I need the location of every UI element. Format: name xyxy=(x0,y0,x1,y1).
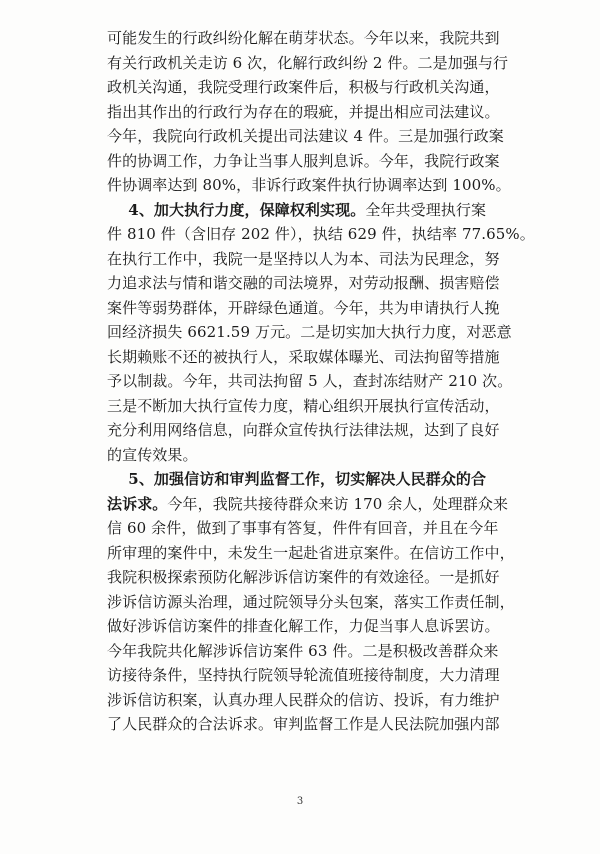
paragraph-text: 在执行工作中，我院一是坚持以人为本、司法为民理念，努 xyxy=(107,249,500,268)
paragraph-text: 充分利用网络信息，向群众宣传执行法律法规，达到了良好 xyxy=(107,421,500,439)
paragraph-text: 予以制裁。今年，共司法拘留 5 人，查封冻结财产 210 次。 xyxy=(107,372,513,390)
text-line xyxy=(107,394,513,419)
text-line xyxy=(107,222,535,247)
paragraph-text: 长期赖账不还的被执行人，采取媒体曝光、司法拘留等措施 xyxy=(107,347,500,366)
text-line xyxy=(107,541,513,566)
text-line xyxy=(107,639,513,664)
paragraph-text: 的宣传效果。 xyxy=(107,445,198,464)
paragraph-text: 我院积极探索预防化解涉诉信访案件的有效途径。一是抓好 xyxy=(107,568,500,586)
paragraph-text: 可能发生的行政纠纷化解在萌芽状态。今年以来，我院共到 xyxy=(107,29,500,47)
text-line xyxy=(107,345,513,370)
text-line xyxy=(107,418,513,443)
text-line xyxy=(107,320,513,345)
text-line xyxy=(107,75,513,100)
text-line xyxy=(107,369,513,394)
text-line xyxy=(107,149,513,174)
bold-heading-text: 5、加强信访和审判监督工作，切实解决人民群众的合 xyxy=(107,470,487,488)
text-line xyxy=(107,590,513,615)
text-line xyxy=(107,565,513,590)
text-line xyxy=(107,467,513,492)
text-line xyxy=(107,663,513,688)
text-line xyxy=(107,516,513,541)
paragraph-text: 所审理的案件中，未发生一起赴省进京案件。在信访工作中， xyxy=(107,543,515,562)
text-line xyxy=(107,614,513,639)
text-line xyxy=(107,688,513,713)
text-line xyxy=(107,712,513,737)
paragraph-text: 涉诉信访积案，认真办理人民群众的信访、投诉，有力维护 xyxy=(107,690,500,709)
text-line xyxy=(107,443,513,468)
paragraph-text: 指出其作出的行政行为存在的瑕疵，并提出相应司法建议。 xyxy=(107,102,500,121)
paragraph-text: 力追求法与情和谐交融的司法境界，对劳动报酬、损害赔偿 xyxy=(107,274,500,292)
paragraph-text: 全年共受理执行案 xyxy=(365,200,487,219)
text-line xyxy=(107,492,513,517)
text-line xyxy=(107,198,513,223)
paragraph-text: 有关行政机关走访 6 次，化解行政纠纷 2 件。二是加强与行 xyxy=(107,53,509,72)
paragraph-text: 今年，我院共接待群众来访 170 余人，处理群众来 xyxy=(167,494,509,513)
paragraph-text: 件的协调工作，力争让当事人服判息诉。今年，我院行政案 xyxy=(107,151,500,170)
text-line xyxy=(107,173,513,198)
page-number: 3 xyxy=(296,796,304,807)
paragraph-text: 今年我院共化解涉诉信访案件 63 件。二是积极改善群众来 xyxy=(107,641,499,660)
paragraph-text: 政机关沟通，我院受理行政案件后，积极与行政机关沟通， xyxy=(107,78,500,96)
text-line xyxy=(107,26,513,51)
paragraph-text: 案件等弱势群体，开辟绿色通道。今年，共为申请执行人挽 xyxy=(107,298,500,317)
body-text xyxy=(107,26,535,737)
paragraph-text: 三是不断加大执行宣传力度，精心组织开展执行宣传活动， xyxy=(107,396,500,415)
text-line xyxy=(107,51,513,76)
paragraph-text: 件 810 件（含旧存 202 件），执结 629 件，执结率 77.65%。 xyxy=(107,225,535,243)
paragraph-text: 信 60 余件，做到了事事有答复，件件有回音，并且在今年 xyxy=(107,519,499,537)
text-line xyxy=(107,247,513,272)
bold-heading-text: 4、加大执行力度，保障权利实现。 xyxy=(107,200,366,219)
paragraph-text: 访接待条件，坚持执行院领导轮流值班接待制度，大力清理 xyxy=(107,666,500,684)
paragraph-text: 了人民群众的合法诉求。审判监督工作是人民法院加强内部 xyxy=(107,715,500,733)
text-line xyxy=(107,124,513,149)
paragraph-text: 做好涉诉信访案件的排查化解工作，力促当事人息诉罢访。 xyxy=(107,617,500,635)
bold-heading-text: 法诉求。 xyxy=(107,494,168,513)
text-line xyxy=(107,296,513,321)
paragraph-text: 回经济损失 6621.59 万元。二是切实加大执行力度，对恶意 xyxy=(107,323,512,341)
paragraph-text: 涉诉信访源头治理，通过院领导分头包案，落实工作责任制， xyxy=(107,592,515,611)
paragraph-text: 今年，我院向行政机关提出司法建议 4 件。三是加强行政案 xyxy=(107,127,504,145)
text-line xyxy=(107,271,513,296)
text-line xyxy=(107,100,513,125)
paragraph-text: 件协调率达到 80%，非诉行政案件执行协调率达到 100%。 xyxy=(107,176,511,194)
